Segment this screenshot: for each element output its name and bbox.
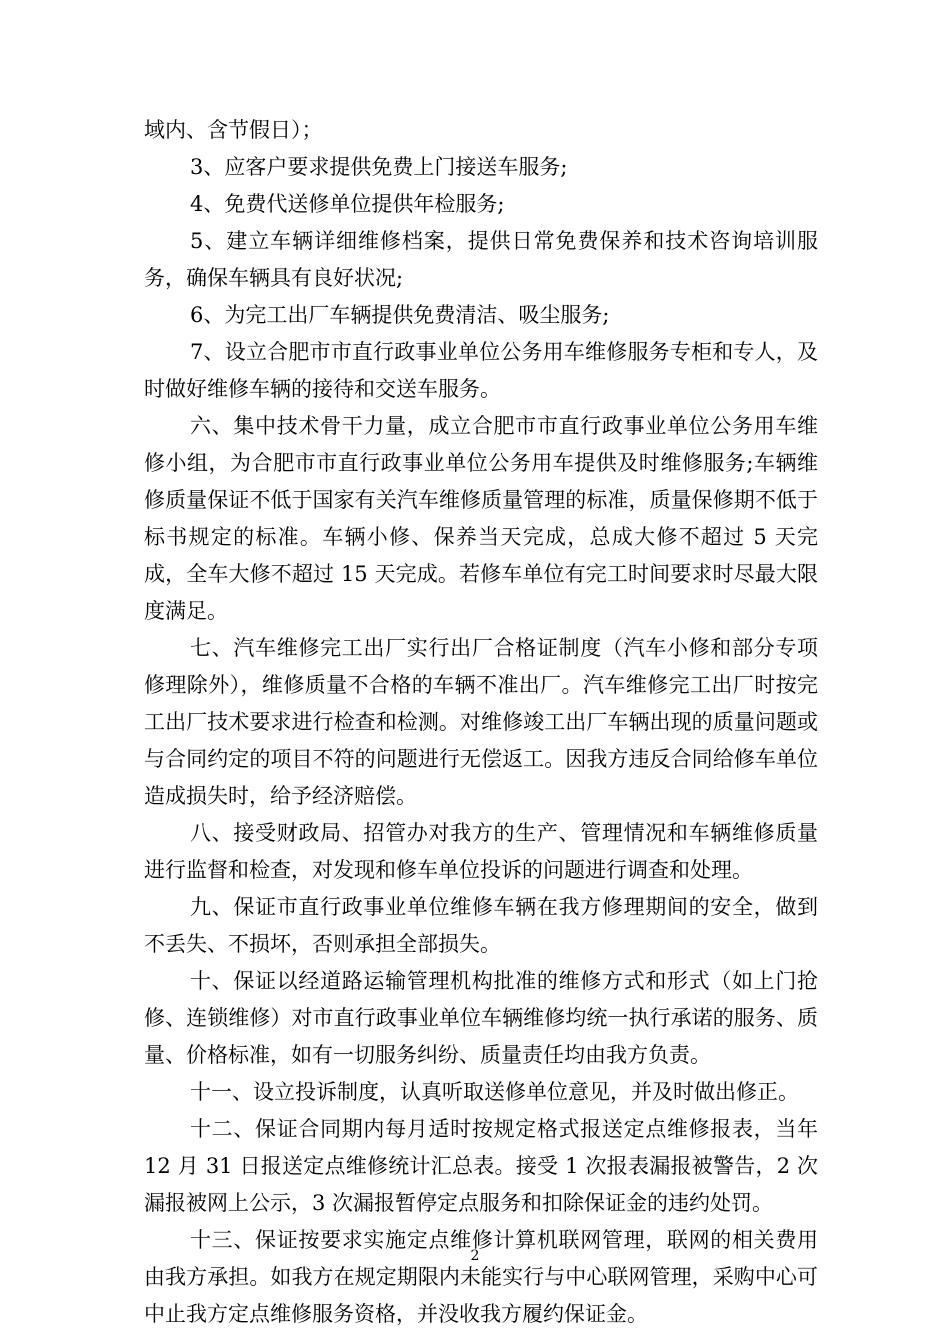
- paragraph-item-6: 6、为完工出厂车辆提供免费清洁、吸尘服务;: [190, 303, 610, 327]
- paragraph-item-4: 4、免费代送修单位提供年检服务;: [190, 192, 505, 216]
- paragraph-section-7: 七、汽车维修完工出厂实行出厂合格证制度（汽车小修和部分专项修理除外），维修质量不合格的车辆不准出厂。汽车维修完工出厂时按完工出厂技术要求进行检查和检测。对维修竣工出厂车辆出现的质量问题或与合同约定的项目不符的问题进行无偿返工。因我方违反合同给修车单位造成损失时，给予经济赔偿。: [144, 636, 818, 808]
- paragraph-section-10: 十、保证以经道路运输管理机构批准的维修方式和形式（如上门抢修、连锁维修）对市直行政事业单位车辆维修均统一执行承诺的服务、质量、价格标准，如有一切服务纠纷、质量责任均由我方负责。: [144, 969, 818, 1067]
- paragraph-holiday-note: 域内、含节假日）；: [144, 118, 323, 142]
- paragraph-section-13: 十三、保证按要求实施定点维修计算机联网管理，联网的相关费用由我方承担。如我方在规定期限内未能实行与中心联网管理，采购中心可中止我方定点维修服务资格，并没收我方履约保证金。: [144, 1228, 818, 1326]
- paragraph-section-11: 十一、设立投诉制度，认真听取送修单位意见，并及时做出修正。: [190, 1080, 799, 1104]
- paragraph-section-6: 六、集中技术骨干力量，成立合肥市市直行政事业单位公务用车维修小组，为合肥市市直行政事业单位公务用车提供及时维修服务;车辆维修质量保证不低于国家有关汽车维修质量管理的标准，质量保修期不低于标书规定的标准。车辆小修、保养当天完成，总成大修不超过 5 天完成，全车大修不超过 15 天完成。若修车单位有完工时间要求时尽最大限度满足。: [144, 414, 818, 623]
- paragraph-item-3: 3、应客户要求提供免费上门接送车服务;: [190, 155, 568, 179]
- page-number: 2: [470, 1248, 480, 1264]
- paragraph-section-9: 九、保证市直行政事业单位维修车辆在我方修理期间的安全，做到不丢失、不损坏，否则承担全部损失。: [144, 895, 818, 956]
- paragraph-section-12: 十二、保证合同期内每月适时按规定格式报送定点维修报表，当年 12 月 31 日报送定点维修统计汇总表。接受 1 次报表漏报被警告，2 次漏报被网上公示，3 次漏报暂停定点服务和扣除保证金的违约处罚。: [144, 1117, 818, 1215]
- document-body: [144, 112, 818, 1333]
- paragraph-item-7: 7、设立合肥市市直行政事业单位公务用车维修服务专柜和专人，及时做好维修车辆的接待和交送车服务。: [144, 340, 818, 401]
- paragraph-item-5: 5、建立车辆详细维修档案，提供日常免费保养和技术咨询培训服务，确保车辆具有良好状况;: [144, 229, 818, 290]
- paragraph-section-8: 八、接受财政局、招管办对我方的生产、管理情况和车辆维修质量进行监督和检查，对发现和修车单位投诉的问题进行调查和处理。: [144, 821, 818, 882]
